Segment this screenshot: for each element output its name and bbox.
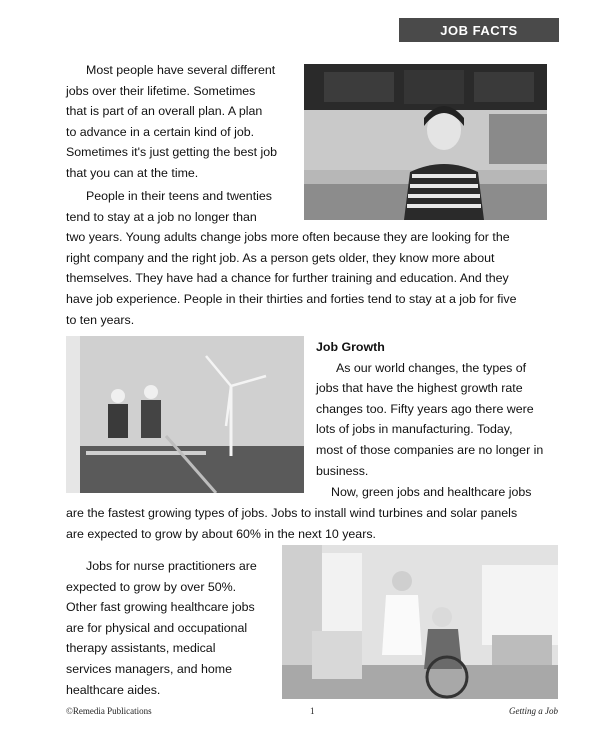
text-line: that you can at the time. [66, 165, 199, 180]
text-line: changes too. Fifty years ago there were [316, 401, 534, 416]
text-line: jobs over their lifetime. Sometimes [66, 83, 256, 98]
text-line: two years. Young adults change jobs more often because they are looking for the [66, 230, 510, 245]
healthcare-paragraph [66, 556, 257, 700]
green-jobs-paragraph [66, 503, 517, 544]
text-line: Most people have several different [86, 63, 276, 77]
text-line: have job experience. People in their thirties and forties tend to stay at a job for five [66, 291, 517, 306]
text-line: themselves. They have had a chance for further training and education. And they [66, 271, 509, 286]
section-heading: Job Growth [316, 340, 385, 354]
text-line: healthcare aides. [66, 682, 161, 697]
text-line: that is part of an overall plan. A plan [66, 104, 263, 119]
nurse-wheelchair-photo [282, 545, 558, 699]
text-line: Now, green jobs and healthcare jobs [331, 485, 532, 499]
job-facts-banner: JOB FACTS [399, 18, 559, 42]
text-line: are the fastest growing types of jobs. Jobs to install wind turbines and solar panels [66, 506, 518, 520]
text-line: are expected to grow by about 60% in the next 10 years. [66, 526, 376, 541]
text-line: Jobs for nurse practitioners are [86, 559, 257, 573]
text-line: services managers, and home [66, 661, 232, 676]
text-line: are for physical and occupational [66, 620, 248, 635]
footer-book-title: Getting a Job [509, 706, 558, 716]
barista-photo [304, 64, 547, 220]
text-line: People in their teens and twenties [86, 189, 272, 203]
text-line: jobs that have the highest growth rate [316, 381, 523, 396]
text-line: most of those companies are no longer in [316, 442, 544, 457]
text-line: right company and the right job. As a person gets older, they know more about [66, 250, 495, 265]
text-line: lots of jobs in manufacturing. Today, [316, 422, 513, 437]
wind-turbine-photo [66, 336, 304, 493]
footer-page-number: 1 [310, 706, 315, 716]
text-line: expected to grow by over 50%. [66, 579, 237, 594]
text-line: to ten years. [66, 312, 135, 327]
text-line: therapy assistants, medical [66, 641, 216, 656]
text-line: business. [316, 463, 369, 478]
job-growth-section [316, 337, 543, 481]
text-line: tend to stay at a job no longer than [66, 209, 257, 224]
text-line: to advance in a certain kind of job. [66, 124, 255, 139]
text-line: Other fast growing healthcare jobs [66, 600, 255, 615]
text-line: As our world changes, the types of [336, 360, 527, 375]
text-line: Sometimes it's just getting the best job [66, 145, 278, 160]
intro-paragraph [66, 60, 277, 184]
footer-publisher: ©Remedia Publications [66, 706, 152, 716]
